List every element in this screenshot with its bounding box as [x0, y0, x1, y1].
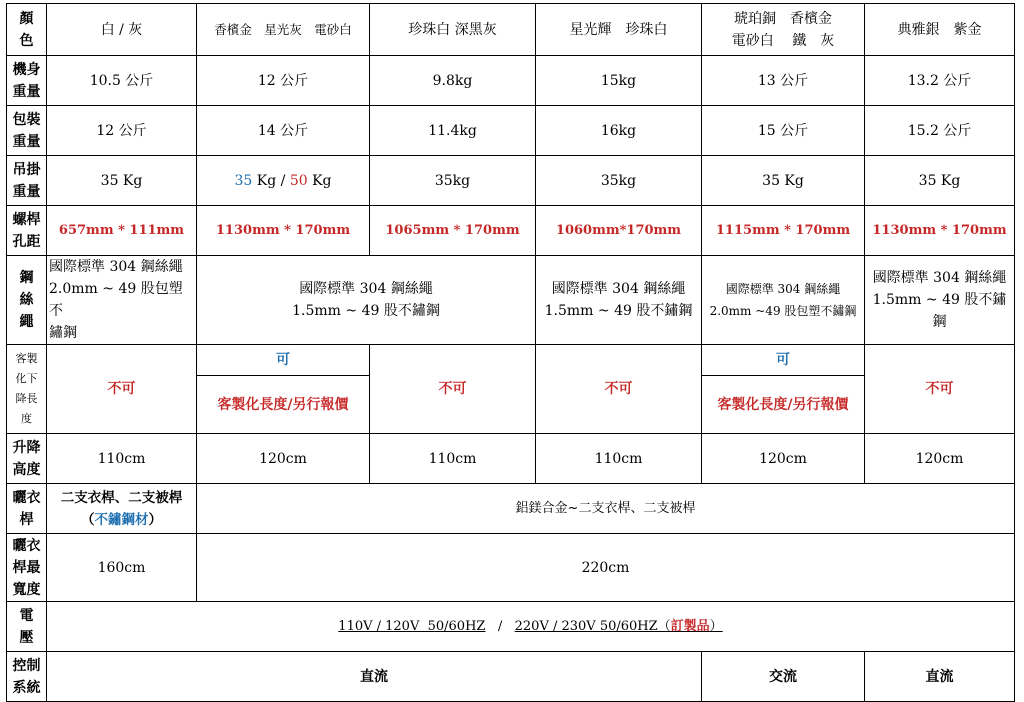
row-label-custom-length: 客製 化下 降長 度: [7, 345, 47, 434]
wire-col-2-3: 國際標準 304 鋼絲繩 1.5mm ~ 49 股不鏽鋼: [197, 256, 536, 345]
rack-col-1: 二支衣桿、二支被桿 （不鏽鋼材）: [47, 484, 197, 534]
custom-col-2: [197, 345, 370, 434]
rack-stainless-note: 不鏽鋼材: [94, 511, 149, 528]
lift-col-4: 110cm: [536, 434, 702, 484]
screw-col-3: 1065mm * 170mm: [370, 206, 536, 256]
package-weight-col-6: 15.2 公斤: [865, 106, 1015, 156]
body-weight-col-3: 9.8kg: [370, 56, 536, 106]
voltage-110v: 110V / 120V 50/60HZ: [338, 618, 486, 634]
wire-col-4: 國際標準 304 鋼絲繩 1.5mm ~ 49 股不鏽鋼: [536, 256, 702, 345]
control-dc-2: 直流: [865, 652, 1015, 702]
package-weight-col-5: 15 公斤: [702, 106, 865, 156]
hang-weight-col-5: 35 Kg: [702, 156, 865, 206]
package-weight-col-1: 12 公斤: [47, 106, 197, 156]
screw-col-6: 1130mm * 170mm: [865, 206, 1015, 256]
hang-weight-col-1: 35 Kg: [47, 156, 197, 206]
wire-col-6: 國際標準 304 鋼絲繩 1.5mm ~ 49 股不鏽鋼: [865, 256, 1015, 345]
custom-col-5-detail: 客製化長度/另行報價: [717, 396, 849, 413]
custom-col-5: [702, 345, 865, 434]
color-col-6: 典雅銀 紫金: [865, 4, 1015, 56]
row-drying-rack: [7, 484, 1015, 534]
hang-weight-col-4: 35kg: [536, 156, 702, 206]
color-col-4: 星光輝 珍珠白: [536, 4, 702, 56]
row-label-wire-rope: 鋼 絲 繩: [7, 256, 47, 345]
custom-col-5-yes: 可: [702, 345, 864, 376]
row-package-weight: [7, 106, 1015, 156]
row-body-weight: [7, 56, 1015, 106]
wire-col-1: 國際標準 304 鋼絲繩 2.0mm ~ 49 股包塑不 鏽鋼: [47, 256, 197, 345]
rack-width-col-1: 160cm: [47, 534, 197, 602]
row-label-drying-rack: 曬衣 桿: [7, 484, 47, 534]
custom-col-6: 不可: [865, 345, 1015, 434]
custom-col-2-yes: 可: [197, 345, 369, 376]
row-voltage: [7, 602, 1015, 652]
package-weight-col-2: 14 公斤: [197, 106, 370, 156]
row-screw-spacing: [7, 206, 1015, 256]
lift-col-3: 110cm: [370, 434, 536, 484]
spec-table: [6, 3, 1015, 702]
hang-weight-35: 35: [234, 172, 253, 189]
control-dc: 直流: [47, 652, 702, 702]
row-rack-width: [7, 534, 1015, 602]
hang-weight-col-3: 35kg: [370, 156, 536, 206]
screw-col-5: 1115mm * 170mm: [702, 206, 865, 256]
row-wire-rope: [7, 256, 1015, 345]
row-label-color: 顏 色: [7, 4, 47, 56]
voltage-custom-order: 訂製品: [670, 618, 710, 634]
row-label-lift-height: 升降 高度: [7, 434, 47, 484]
custom-col-2-detail: 客製化長度/另行報價: [217, 396, 349, 413]
row-label-hang-weight: 吊掛 重量: [7, 156, 47, 206]
row-control-system: [7, 652, 1015, 702]
row-hang-weight: [7, 156, 1015, 206]
rack-width-col-rest: 220cm: [197, 534, 1015, 602]
hang-weight-50: 50: [289, 172, 308, 189]
custom-col-1: 不可: [47, 345, 197, 434]
screw-col-2: 1130mm * 170mm: [197, 206, 370, 256]
package-weight-col-4: 16kg: [536, 106, 702, 156]
color-col-3: 珍珠白 深黑灰: [370, 4, 536, 56]
hang-weight-col-2: 35 Kg / 50 Kg: [197, 156, 370, 206]
body-weight-col-5: 13 公斤: [702, 56, 865, 106]
body-weight-col-6: 13.2 公斤: [865, 56, 1015, 106]
voltage-220v: 220V / 230V 50/60HZ（訂製品）: [514, 618, 723, 634]
rack-col-rest: 鋁鎂合金~二支衣桿、二支被桿: [197, 484, 1015, 534]
row-label-screw-spacing: 螺桿 孔距: [7, 206, 47, 256]
row-color: [7, 4, 1015, 56]
row-label-rack-width: 曬衣 桿最 寬度: [7, 534, 47, 602]
body-weight-col-2: 12 公斤: [197, 56, 370, 106]
lift-col-2: 120cm: [197, 434, 370, 484]
lift-col-5: 120cm: [702, 434, 865, 484]
body-weight-col-1: 10.5 公斤: [47, 56, 197, 106]
lift-col-6: 120cm: [865, 434, 1015, 484]
row-lift-height: [7, 434, 1015, 484]
wire-col-5: 國際標準 304 鋼絲繩 2.0mm ~49 股包塑不鏽鋼: [702, 256, 865, 345]
row-label-body-weight: 機身 重量: [7, 56, 47, 106]
custom-col-4: 不可: [536, 345, 702, 434]
hang-weight-col-6: 35 Kg: [865, 156, 1015, 206]
lift-col-1: 110cm: [47, 434, 197, 484]
row-label-package-weight: 包裝 重量: [7, 106, 47, 156]
voltage-value: 110V / 120V 50/60HZ / 220V / 230V 50/60HZ（訂製品）: [47, 602, 1015, 652]
control-ac: 交流: [702, 652, 865, 702]
color-col-1: 白 / 灰: [47, 4, 197, 56]
custom-col-3: 不可: [370, 345, 536, 434]
color-col-5: 琥珀銅 香檳金 電砂白 鐵 灰: [702, 4, 865, 56]
screw-col-1: 657mm * 111mm: [47, 206, 197, 256]
row-custom-length: [7, 345, 1015, 434]
package-weight-col-3: 11.4kg: [370, 106, 536, 156]
color-col-2: 香檳金 星光灰 電砂白: [197, 4, 370, 56]
body-weight-col-4: 15kg: [536, 56, 702, 106]
row-label-control-system: 控制 系統: [7, 652, 47, 702]
row-label-voltage: 電 壓: [7, 602, 47, 652]
screw-col-4: 1060mm*170mm: [536, 206, 702, 256]
